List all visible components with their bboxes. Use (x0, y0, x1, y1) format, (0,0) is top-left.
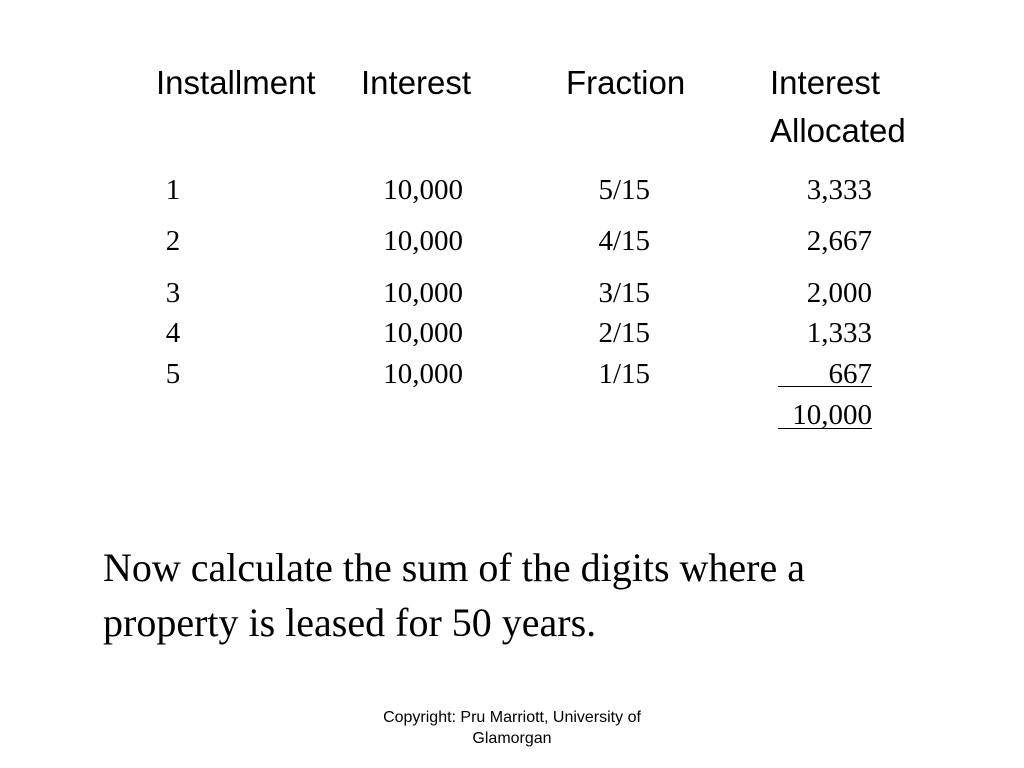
header-fraction: Fraction (566, 64, 686, 101)
row2-allocated: 2,667 (806, 225, 872, 257)
row4-fraction: 2/15 (598, 317, 650, 349)
row2-interest: 10,000 (383, 225, 463, 257)
row4-allocated: 1,333 (806, 317, 872, 349)
row5-fraction: 1/15 (598, 358, 650, 390)
row2-installment: 2 (165, 225, 181, 257)
row1-allocated: 3,333 (806, 174, 872, 206)
row3-interest: 10,000 (383, 277, 463, 309)
header-interest-allocated-line1: Interest (770, 64, 881, 101)
row3-fraction: 3/15 (598, 277, 650, 309)
header-installment: Installment (156, 64, 316, 101)
row3-installment: 3 (165, 277, 181, 309)
row4-installment: 4 (165, 317, 181, 349)
row5-installment: 5 (165, 358, 181, 390)
row1-installment: 1 (165, 174, 181, 206)
row1-interest: 10,000 (383, 174, 463, 206)
row3-allocated: 2,000 (806, 277, 872, 309)
row5-allocated: 667 (828, 358, 872, 390)
row5-interest: 10,000 (383, 358, 463, 390)
row4-interest: 10,000 (383, 317, 463, 349)
allocated-total: 10,000 (792, 399, 872, 431)
question-text: Now calculate the sum of the digits where a property is leased for 50 years. (103, 545, 805, 645)
row1-fraction: 5/15 (598, 174, 650, 206)
header-interest-allocated-line2: Allocated (770, 112, 906, 149)
subtotal-rule (778, 386, 872, 387)
total-rule (778, 428, 872, 429)
header-interest: Interest (361, 64, 472, 101)
row2-fraction: 4/15 (598, 225, 650, 257)
copyright-text: Copyright: Pru Marriott, University of Glamorgan (383, 709, 641, 747)
